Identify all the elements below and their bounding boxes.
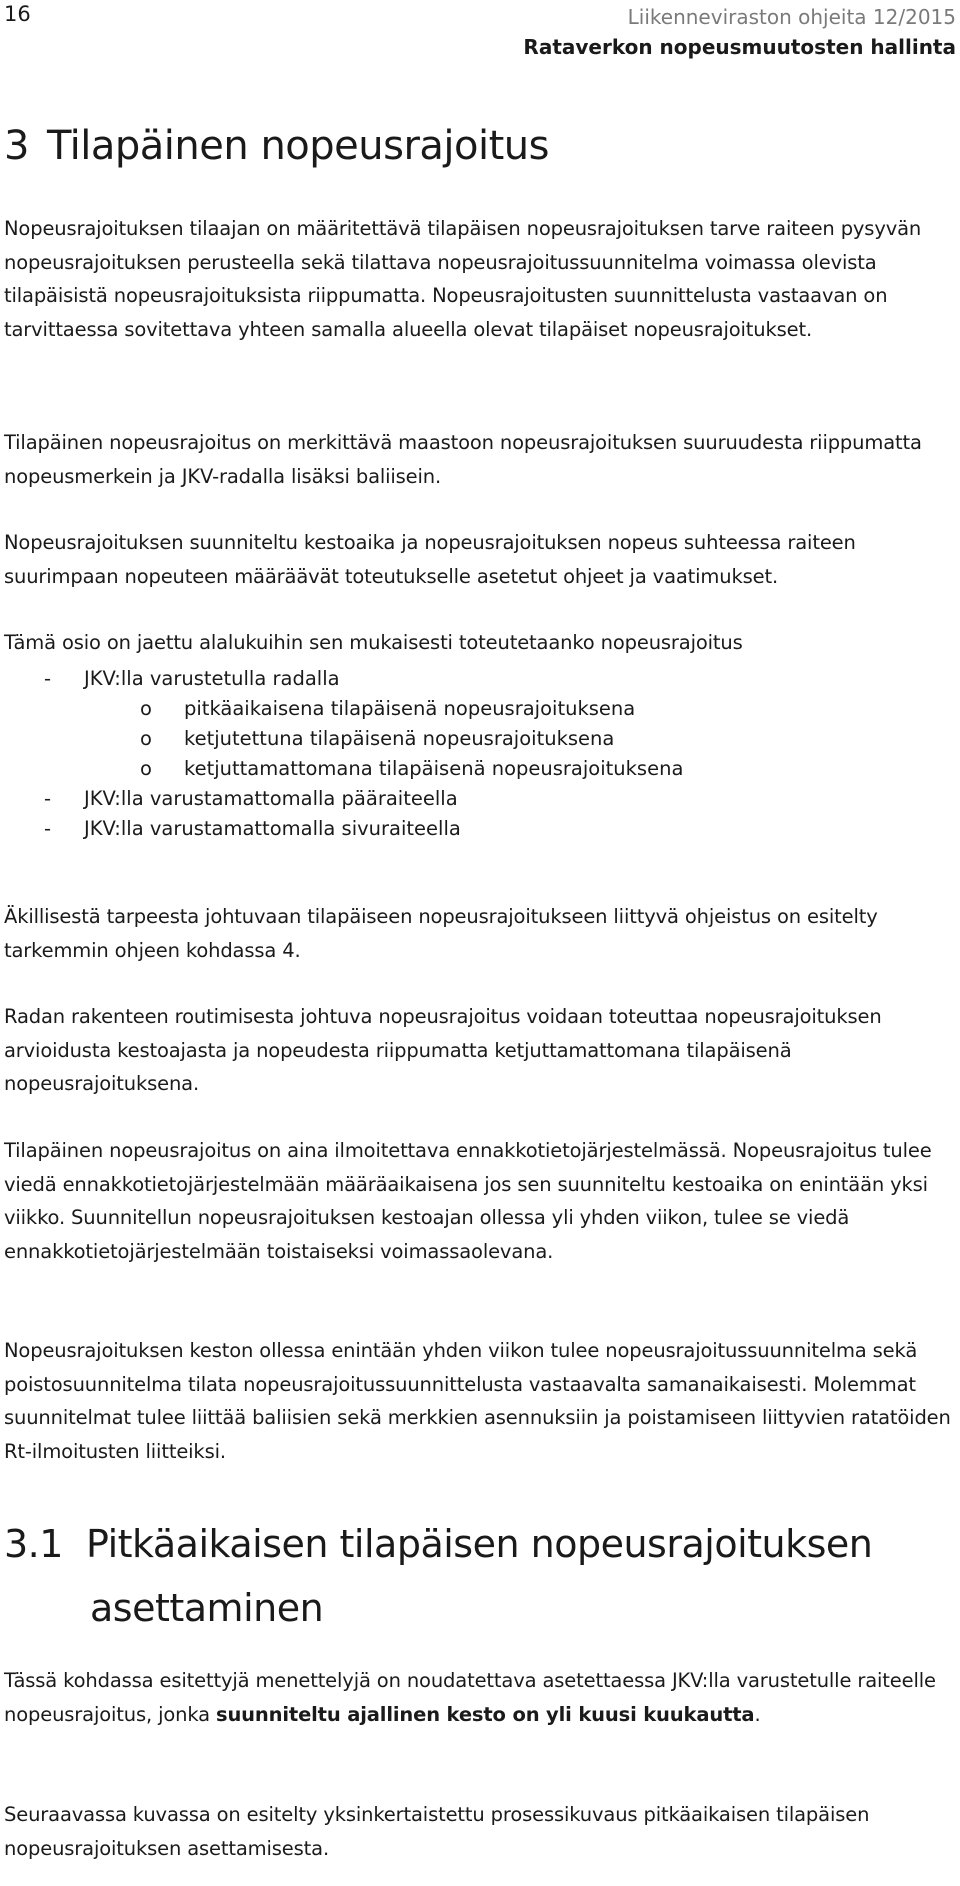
list-item-text: JKV:lla varustamattomalla sivuraiteella (84, 817, 461, 840)
paragraph-1: Nopeusrajoituksen tilaajan on määritettävä tilapäisen nopeusrajoituksen tarve raiteen pysyvän nopeusrajoituksen perusteella sekä tilattava nopeusrajoitussuunnitelma voimassa olevista tilapäisistä nopeusrajoituksista riippumatta. Nopeusrajoitusten suunnittelusta vastaavan on tarvittaessa sovitettava yhteen samalla alueella olevat tilapäiset nopeusrajoitukset. (4, 217, 922, 341)
list-bullet: o (140, 697, 152, 720)
document-title: Rataverkon nopeusmuutosten hallinta (523, 35, 956, 59)
sub-list-item (4, 694, 956, 724)
section-heading (4, 123, 549, 169)
sub-list-item-text: pitkäaikaisena tilapäisenä nopeusrajoituksena (184, 697, 636, 720)
paragraph-9-emphasis: suunniteltu ajallinen kesto on yli kuusi kuukautta (215, 1702, 755, 1726)
list-bullet: o (140, 757, 152, 780)
subsection-number: 3.1 (4, 1522, 63, 1566)
paragraph-2: Tilapäinen nopeusrajoitus on merkittävä maastoon nopeusrajoituksen suuruudesta riippumatta nopeusmerkein ja JKV-radalla lisäksi baliisein. (4, 431, 922, 488)
list-dash: - (44, 817, 52, 840)
paragraph-9-text: Tässä kohdassa esitettyjä menettelyjä on noudatettava asetettaessa JKV:lla varustetulle raiteelle nopeusrajoitus, jonka (4, 1669, 936, 1726)
implementation-list (4, 664, 956, 844)
paragraph-9-end: . (754, 1702, 761, 1726)
list-dash: - (44, 667, 52, 690)
sub-list-item-text: ketjutettuna tilapäisenä nopeusrajoituksena (184, 727, 615, 750)
paragraph-4: Tämä osio on jaettu alalukuihin sen mukaisesti toteutetaanko nopeusrajoitus (4, 631, 743, 654)
paragraph-7: Tilapäinen nopeusrajoitus on aina ilmoitettava ennakkotietojärjestelmässä. Nopeusrajoitus tulee viedä ennakkotietojärjestelmään määräaikaisena jos sen suunniteltu kestoaika on enintään yksi viikko. Suunnitellun nopeusrajoituksen kestoajan ollessa yli yhden viikon, tulee se viedä ennakkotietojärjestelmään toistaiseksi voimassaolevana. (4, 1139, 932, 1263)
list-item (4, 814, 956, 844)
section-title: Tilapäinen nopeusrajoitus (46, 123, 549, 169)
list-item-text: JKV:lla varustamattomalla pääraiteella (84, 787, 458, 810)
paragraph-6: Radan rakenteen routimisesta johtuva nopeusrajoitus voidaan toteuttaa nopeusrajoituksen arvioidusta kestoajasta ja nopeudesta riippumatta ketjuttamattomana tilapäisenä nopeusrajoituksena. (4, 1005, 882, 1095)
list-dash: - (44, 787, 52, 810)
page-number: 16 (4, 2, 31, 26)
subsection-heading (4, 1512, 872, 1640)
series-label: Liikenneviraston ohjeita 12/2015 (627, 5, 956, 29)
list-item (4, 784, 956, 814)
paragraph-9 (4, 1664, 956, 1731)
section-number: 3 (4, 123, 29, 169)
paragraph-10: Seuraavassa kuvassa on esitelty yksinkertaistettu prosessikuvaus pitkäaikaisen tilapäisen nopeusrajoituksen asettamisesta. (4, 1803, 870, 1860)
paragraph-5: Äkillisestä tarpeesta johtuvaan tilapäiseen nopeusrajoitukseen liittyvä ohjeistus on esitelty tarkemmin ohjeen kohdassa 4. (4, 905, 878, 962)
paragraph-3: Nopeusrajoituksen suunniteltu kestoaika ja nopeusrajoituksen nopeus suhteessa raiteen suurimpaan nopeuteen määräävät toteutukselle asetetut ohjeet ja vaatimukset. (4, 531, 856, 588)
list-item (4, 664, 956, 694)
list-item-text: JKV:lla varustetulla radalla (84, 667, 340, 690)
sub-list-item-text: ketjuttamattomana tilapäisenä nopeusrajoituksena (184, 757, 684, 780)
sub-list-item (4, 724, 956, 754)
paragraph-8: Nopeusrajoituksen keston ollessa enintään yhden viikon tulee nopeusrajoitussuunnitelma sekä poistosuunnitelma tilata nopeusrajoitussuunnittelusta vastaavalta samanaikaisesti. Molemmat suunnitelmat tulee liittää baliisien sekä merkkien asennuksiin ja poistamiseen liittyvien ratatöiden Rt-ilmoitusten liitteiksi. (4, 1339, 951, 1463)
subsection-title-line-2: asettaminen (90, 1586, 324, 1630)
subsection-title-line-1: Pitkäaikaisen tilapäisen nopeusrajoituksen (86, 1522, 873, 1566)
running-header (523, 2, 956, 62)
list-bullet: o (140, 727, 152, 750)
sub-list-item (4, 754, 956, 784)
